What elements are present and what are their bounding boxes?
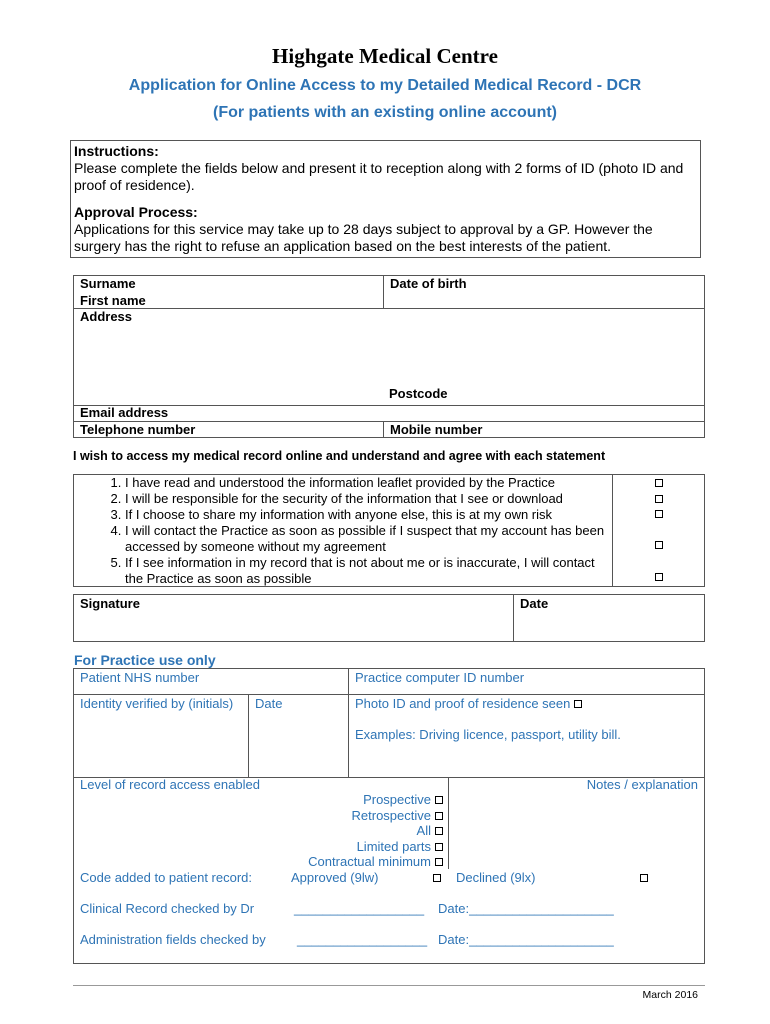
clinical-checked-date-line[interactable]: Date:____________________	[438, 901, 614, 916]
telephone-field[interactable]: Telephone number	[80, 422, 196, 437]
retrospective-label: Retrospective	[351, 807, 431, 823]
signature-date-field[interactable]: Date	[520, 596, 549, 611]
computer-id-field[interactable]: Practice computer ID number	[355, 670, 525, 685]
retrospective-checkbox[interactable]	[435, 812, 443, 820]
approved-checkbox[interactable]	[433, 874, 441, 882]
practice-use-heading: For Practice use only	[74, 652, 216, 668]
prospective-label: Prospective	[363, 792, 431, 807]
clinical-checked-label: Clinical Record checked by Dr	[80, 901, 255, 916]
declined-checkbox[interactable]	[640, 874, 648, 882]
contractual-minimum-label: Contractual minimum	[308, 854, 431, 869]
admin-checked-label: Administration fields checked by	[80, 932, 266, 947]
notes-label: Notes / explanation	[586, 777, 698, 792]
statements-list	[73, 475, 611, 587]
all-label: All	[416, 823, 431, 838]
access-level-label: Level of record access enabled	[80, 777, 260, 792]
statement-5: 5. If I see information in my record that is not about me or is inaccurate, I will contact the Practice as soon as possible	[125, 555, 611, 587]
clinical-checked-name-line[interactable]: __________________	[294, 901, 425, 916]
statement-1-checkbox[interactable]	[655, 479, 663, 487]
approval-text: Applications for this service may take up to 28 days subject to approval by a GP. However the surgery has the right to refuse an application based on the best interests of the patient.	[74, 221, 653, 254]
statement-2-checkbox[interactable]	[655, 495, 663, 503]
dob-field[interactable]: Date of birth	[390, 276, 467, 291]
admin-checked-name-line[interactable]: __________________	[297, 932, 428, 947]
nhs-number-field[interactable]: Patient NHS number	[80, 670, 200, 685]
photo-id-label: Photo ID and proof of residence seen	[355, 696, 571, 711]
statement-1: 1. I have read and understood the information leaflet provided by the Practice	[125, 475, 611, 491]
statement-3: 3. If I choose to share my information with anyone else, this is at my own risk	[125, 507, 611, 523]
statement-4: 4. I will contact the Practice as soon as possible if I suspect that my account has been accessed by someone without my agreement	[125, 523, 611, 555]
page-title: Highgate Medical Centre	[272, 44, 498, 68]
limited-parts-label: Limited parts	[356, 838, 431, 854]
signature-field[interactable]: Signature	[80, 596, 140, 611]
limited-parts-checkbox[interactable]	[435, 843, 443, 851]
all-checkbox[interactable]	[435, 827, 443, 835]
surname-field[interactable]: Surname	[80, 276, 136, 291]
form-subtitle: Application for Online Access to my Detailed Medical Record - DCR	[128, 77, 642, 94]
statement-4-checkbox[interactable]	[655, 541, 663, 549]
first-name-field[interactable]: First name	[80, 293, 146, 308]
photo-id-checkbox[interactable]	[574, 700, 582, 708]
signature-table	[73, 594, 705, 642]
agreement-intro: I wish to access my medical record online and understand and agree with each statement	[73, 449, 606, 463]
verified-date-field[interactable]: Date	[255, 696, 283, 711]
instructions-box	[70, 140, 701, 258]
mobile-field[interactable]: Mobile number	[390, 422, 483, 437]
instructions-heading: Instructions:	[74, 143, 159, 159]
declined-label: Declined (9lx)	[456, 870, 536, 885]
statement-5-checkbox[interactable]	[655, 573, 663, 581]
statement-3-checkbox[interactable]	[655, 510, 663, 518]
footer-date: March 2016	[642, 989, 698, 1001]
code-added-label: Code added to patient record:	[80, 870, 253, 885]
postcode-field[interactable]: Postcode	[389, 386, 448, 401]
address-field[interactable]: Address	[80, 309, 133, 324]
access-options	[240, 792, 443, 870]
form-subtitle-note: (For patients with an existing online account)	[212, 104, 558, 121]
examples-text: Examples: Driving licence, passport, utility bill.	[355, 727, 621, 742]
approved-label: Approved (9lw)	[291, 870, 379, 885]
admin-checked-date-line[interactable]: Date:____________________	[438, 932, 614, 947]
email-field[interactable]: Email address	[80, 405, 169, 420]
prospective-checkbox[interactable]	[435, 796, 443, 804]
statement-2: 2. I will be responsible for the security of the information that I see or download	[125, 491, 611, 507]
contractual-minimum-checkbox[interactable]	[435, 858, 443, 866]
approval-heading: Approval Process:	[74, 204, 198, 220]
identity-verified-field[interactable]: Identity verified by (initials)	[80, 696, 234, 711]
photo-id-row	[355, 696, 582, 712]
footer-divider	[73, 985, 705, 986]
instructions-text: Please complete the fields below and present it to reception along with 2 forms of ID (photo ID and proof of residence).	[74, 160, 684, 193]
